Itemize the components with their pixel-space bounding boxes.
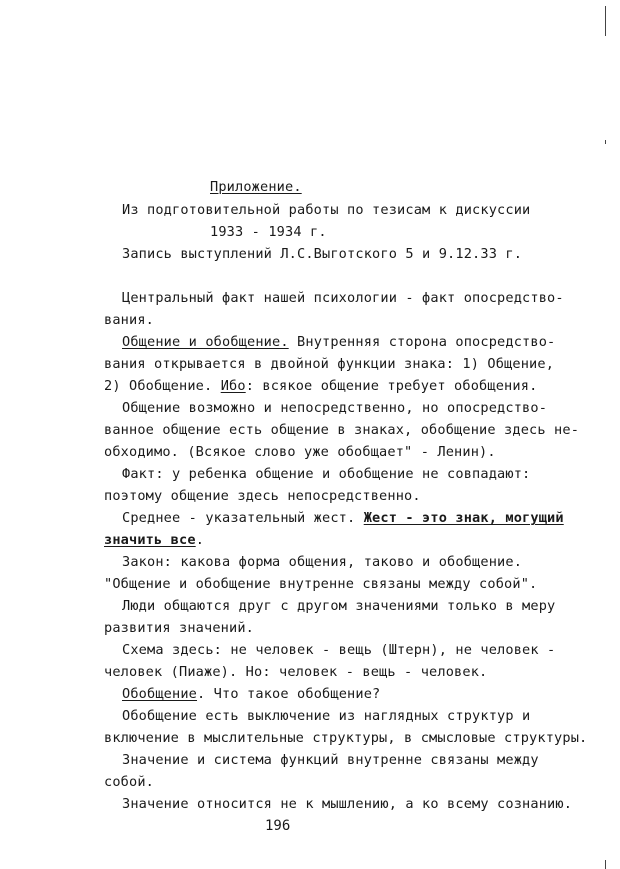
body-line: Центральный факт нашей психологии - факт опосредство-: [122, 290, 564, 306]
body-text: : всякое общение требует обобщения.: [245, 378, 538, 394]
body-line: Значение и система функций внутренне связаны между: [122, 752, 539, 768]
page-number: 196: [265, 818, 291, 834]
margin-mark: [605, 6, 606, 36]
body-line: Факт: у ребенка общение и обобщение не совпадают:: [122, 466, 531, 482]
body-line: включение в мыслительные структуры, в смысловые структуры.: [104, 730, 588, 746]
body-line: Люди общаются друг с другом значениями только в меру: [122, 598, 556, 614]
body-text: .: [195, 532, 205, 548]
section-heading-communication: Общение и обобщение.: [122, 334, 289, 350]
body-text: . Что такое обобщение?: [197, 686, 381, 702]
appendix-title: Приложение.: [210, 179, 302, 195]
heading-record: Запись выступлений Л.С.Выготского 5 и 9.12.33 г.: [122, 246, 523, 262]
body-line: поэтому общение здесь непосредственно.: [104, 488, 421, 504]
body-line: Закон: какова форма общения, таково и обобщение.: [122, 554, 523, 570]
body-line: Схема здесь: не человек - вещь (Штерн), не человек -: [122, 642, 556, 658]
body-line: [104, 376, 537, 396]
body-text: Внутренняя сторона опосредство-: [288, 334, 556, 350]
body-line: собой.: [104, 774, 155, 790]
body-line: вания.: [104, 312, 155, 328]
emphasized-text: Жест - это знак, могущий: [363, 510, 564, 526]
emphasized-text: значить все: [104, 532, 196, 548]
body-line: [122, 684, 380, 704]
underlined-word: Ибо: [220, 378, 246, 394]
body-text: Среднее - указательный жест.: [122, 510, 364, 526]
body-line: Обобщение есть выключение из наглядных структур и: [122, 708, 531, 724]
margin-mark: [605, 140, 606, 144]
body-line: [122, 508, 564, 528]
body-line: развития значений.: [104, 620, 255, 636]
section-heading-generalization: Обобщение: [122, 686, 198, 702]
margin-mark: [605, 860, 606, 869]
heading-years: 1933 - 1934 г.: [210, 224, 327, 240]
body-line: Общение возможно и непосредственно, но опосредство-: [122, 400, 548, 416]
body-text: 2) Обобщение.: [104, 378, 221, 394]
body-line: ванное общение есть общение в знаках, обобщение здесь не-: [104, 422, 580, 438]
body-line: вания открывается в двойной функции знака: 1) Общение,: [104, 356, 555, 372]
body-line: человек (Пиаже). Но: человек - вещь - человек.: [104, 664, 488, 680]
heading-subtitle: Из подготовительной работы по тезисам к дискуссии: [122, 202, 531, 218]
body-line: "Общение и обобщение внутренне связаны между собой".: [104, 576, 538, 592]
body-line: Значение относится не к мышлению, а ко всему сознанию.: [122, 796, 573, 812]
body-line: обходимо. (Всякое слово уже обобщает" - Ленин).: [104, 444, 496, 460]
body-line: [104, 530, 204, 550]
body-line: [122, 332, 555, 352]
